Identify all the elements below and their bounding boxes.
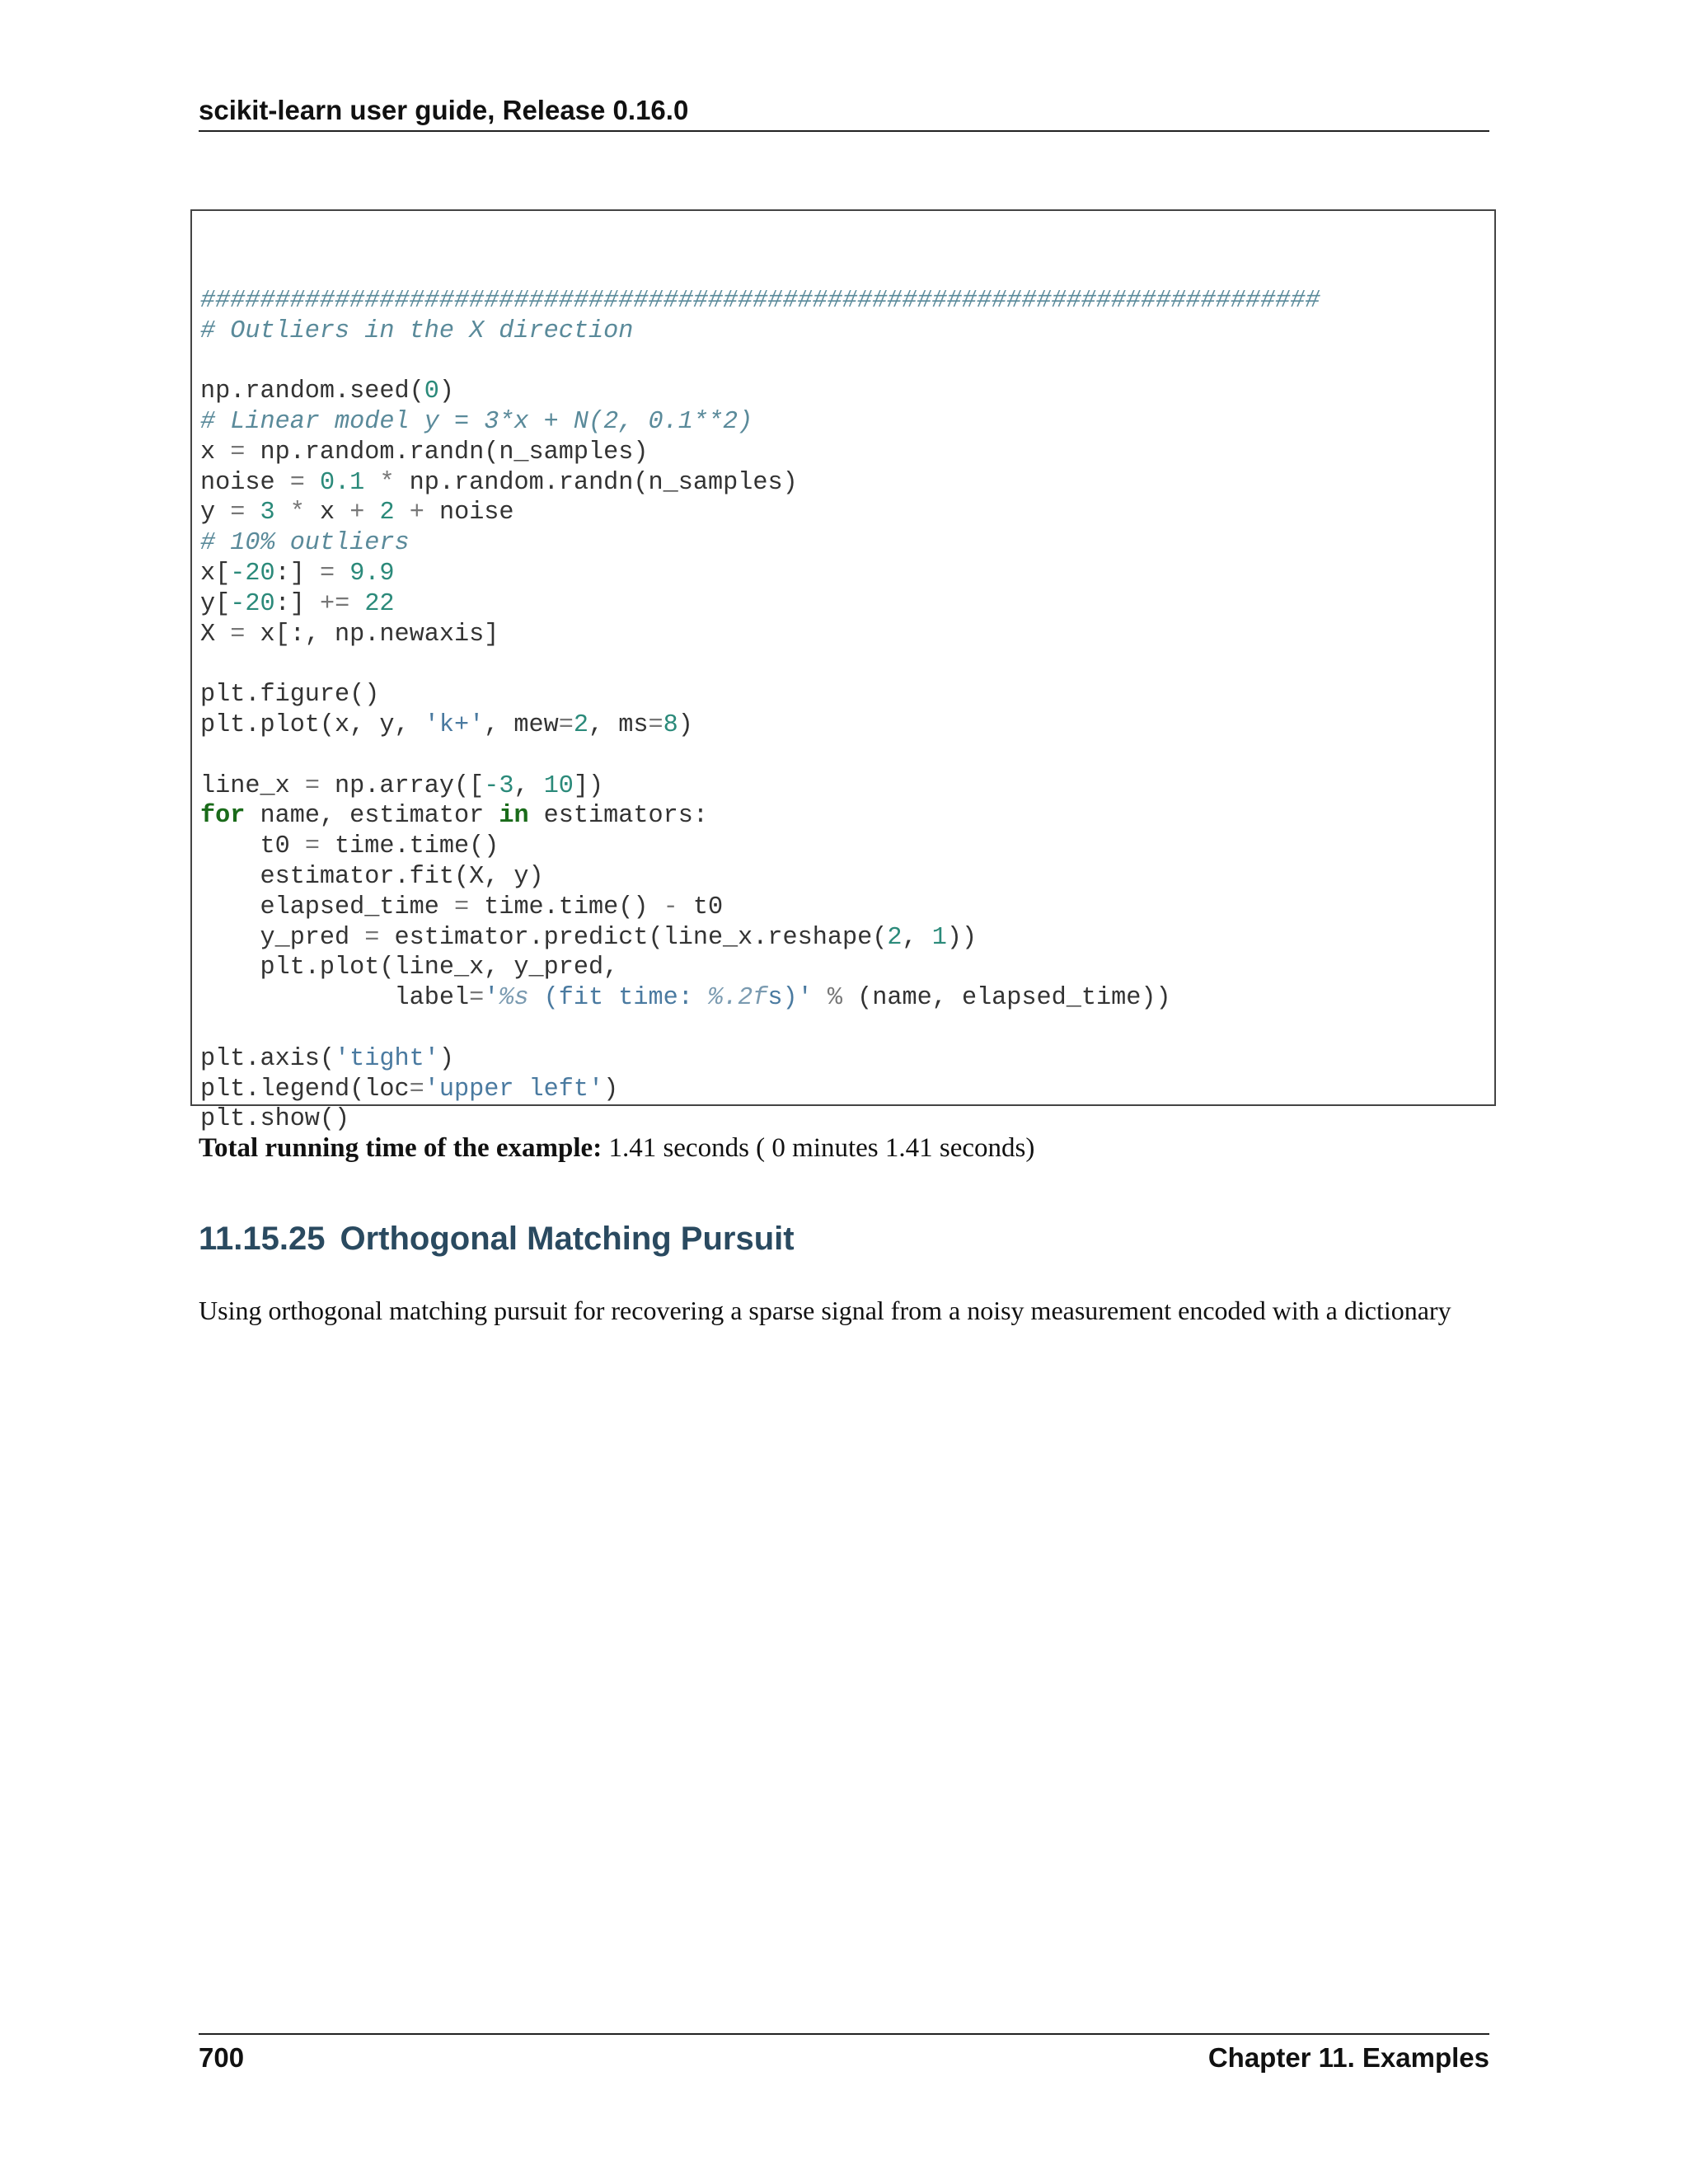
code-line bbox=[200, 832, 499, 860]
code-token: np.random.seed( bbox=[200, 377, 424, 406]
code-token: 2 bbox=[573, 710, 589, 739]
running-time-value: 1.41 seconds ( 0 minutes 1.41 seconds) bbox=[602, 1133, 1035, 1163]
code-token: = bbox=[648, 710, 663, 739]
code-token: % bbox=[827, 984, 843, 1013]
code-token: -3 bbox=[484, 771, 514, 800]
code-listing bbox=[200, 255, 1320, 1135]
code-token: (name, elapsed_time)) bbox=[842, 984, 1171, 1013]
code-token: = bbox=[409, 1075, 424, 1104]
code-line bbox=[200, 590, 395, 618]
page-number: 700 bbox=[199, 2042, 245, 2073]
header-divider bbox=[199, 130, 1489, 132]
code-token: elapsed_time bbox=[200, 893, 454, 921]
code-token: ) bbox=[438, 377, 454, 406]
code-token: 0 bbox=[424, 377, 439, 406]
code-token: t0 bbox=[678, 893, 724, 921]
running-header-title: scikit-learn user guide, Release 0.16.0 bbox=[199, 95, 689, 125]
code-token: ) bbox=[603, 1075, 619, 1104]
code-line bbox=[200, 711, 693, 739]
code-token: np.random.randn(n_samples) bbox=[394, 468, 798, 497]
code-token: 2 bbox=[379, 499, 395, 527]
code-line bbox=[200, 1045, 454, 1073]
code-token: 'upper left' bbox=[424, 1075, 604, 1104]
code-token: time.time() bbox=[469, 893, 663, 921]
code-token: , ms bbox=[588, 710, 649, 739]
code-line bbox=[200, 802, 708, 830]
code-block bbox=[190, 209, 1496, 1134]
code-token: # Outliers in the X direction bbox=[200, 316, 634, 345]
code-line bbox=[200, 287, 1320, 315]
code-token: for bbox=[200, 802, 246, 831]
code-token bbox=[813, 984, 828, 1012]
chapter-label: Chapter 11. Examples bbox=[1207, 2042, 1489, 2073]
code-token: = bbox=[230, 620, 246, 649]
code-token: :] bbox=[274, 559, 320, 588]
code-line bbox=[200, 681, 379, 709]
code-token: line_x bbox=[200, 771, 305, 800]
code-line bbox=[200, 438, 648, 466]
code-line bbox=[200, 863, 544, 891]
code-token: x[:, np.newaxis] bbox=[245, 620, 499, 649]
code-token: -20 bbox=[230, 589, 275, 618]
code-token bbox=[349, 590, 364, 618]
code-token: += bbox=[319, 589, 350, 618]
code-token: 9.9 bbox=[349, 559, 395, 588]
code-token: 0.1 bbox=[319, 468, 365, 497]
code-token: = bbox=[289, 468, 305, 497]
code-token: = bbox=[364, 923, 380, 952]
code-token: estimator.fit(X, y) bbox=[200, 862, 544, 891]
code-token: = bbox=[304, 832, 320, 861]
code-line bbox=[200, 954, 618, 982]
code-token: np.random.randn(n_samples) bbox=[245, 438, 649, 466]
code-token: s)' bbox=[767, 984, 813, 1013]
code-token: %.2f bbox=[707, 984, 768, 1013]
code-line bbox=[200, 317, 633, 345]
running-time-label: Total running time of the example: bbox=[199, 1133, 603, 1163]
code-token: name, estimator bbox=[245, 802, 499, 831]
code-token: ' bbox=[484, 984, 499, 1013]
code-token: plt.plot(x, y, bbox=[200, 710, 424, 739]
code-token bbox=[305, 469, 320, 497]
code-token: = bbox=[304, 771, 320, 800]
code-token: = bbox=[319, 559, 335, 588]
code-token: ]) bbox=[573, 771, 604, 800]
code-token: 22 bbox=[364, 589, 395, 618]
code-token: plt.axis( bbox=[200, 1044, 335, 1073]
code-token: = bbox=[453, 893, 470, 921]
code-token: noise bbox=[424, 499, 514, 527]
code-token: , bbox=[513, 771, 544, 800]
code-token: x bbox=[200, 438, 231, 466]
code-token: = bbox=[230, 438, 246, 466]
section-description: Using orthogonal matching pursuit for recovering a sparse signal from a noisy measurement encoded with a dictionary bbox=[199, 1296, 1451, 1325]
code-token: noise bbox=[200, 468, 290, 497]
code-token: + bbox=[409, 499, 424, 527]
code-token: plt.figure() bbox=[200, 681, 380, 710]
code-line bbox=[200, 377, 454, 405]
code-token: y[ bbox=[200, 589, 231, 618]
code-line bbox=[200, 499, 514, 527]
code-token: :] bbox=[274, 589, 320, 618]
code-token: y bbox=[200, 499, 231, 527]
code-token: label bbox=[200, 984, 470, 1013]
code-token: , bbox=[902, 923, 932, 952]
code-token: # Linear model y = 3*x + N(2, 0.1**2) bbox=[200, 407, 753, 436]
code-token: 10 bbox=[543, 771, 574, 800]
code-token: * bbox=[379, 468, 395, 497]
code-token: in bbox=[499, 802, 529, 831]
code-token: = bbox=[558, 710, 574, 739]
code-token: ########################################################################### bbox=[200, 286, 1320, 315]
code-token: + bbox=[349, 499, 365, 527]
code-token: = bbox=[230, 499, 246, 527]
section-title: Orthogonal Matching Pursuit bbox=[340, 1221, 795, 1257]
code-token: t0 bbox=[200, 832, 305, 861]
code-token: estimator.predict(line_x.reshape( bbox=[379, 923, 888, 952]
code-token bbox=[395, 499, 410, 527]
code-line bbox=[200, 408, 753, 436]
code-token bbox=[245, 499, 260, 527]
code-token: , mew bbox=[484, 710, 559, 739]
code-line bbox=[200, 469, 798, 497]
code-token: - bbox=[663, 893, 678, 921]
code-line bbox=[200, 984, 1171, 1012]
code-token: plt.show() bbox=[200, 1105, 350, 1134]
code-line bbox=[200, 621, 499, 649]
code-token bbox=[364, 499, 379, 527]
code-token: estimators: bbox=[528, 802, 708, 831]
code-line bbox=[200, 893, 723, 921]
code-token: 'k+' bbox=[424, 710, 485, 739]
code-line bbox=[200, 772, 603, 800]
code-line bbox=[200, 560, 395, 588]
code-token: = bbox=[469, 984, 485, 1013]
code-token: x[ bbox=[200, 559, 231, 588]
code-token: np.array([ bbox=[319, 771, 485, 800]
code-token: ) bbox=[438, 1044, 454, 1073]
code-token: * bbox=[289, 499, 305, 527]
code-token bbox=[364, 469, 379, 497]
code-token: plt.legend(loc bbox=[200, 1075, 410, 1104]
code-token: y_pred bbox=[200, 923, 365, 952]
code-line bbox=[200, 1105, 349, 1133]
code-token: )) bbox=[946, 923, 978, 952]
code-token: plt.plot(line_x, y_pred, bbox=[200, 954, 619, 982]
code-token: 8 bbox=[663, 710, 678, 739]
section-heading bbox=[199, 1218, 795, 1259]
code-token: # 10% outliers bbox=[200, 529, 410, 558]
code-token: x bbox=[304, 499, 350, 527]
code-token: 3 bbox=[260, 499, 275, 527]
code-token: %s bbox=[499, 984, 529, 1013]
code-token: 2 bbox=[887, 923, 903, 952]
section-number: 11.15.25 bbox=[199, 1221, 326, 1257]
running-time-note bbox=[199, 1132, 1034, 1165]
code-token: -20 bbox=[230, 559, 275, 588]
code-token: time.time() bbox=[319, 832, 499, 861]
code-token: 'tight' bbox=[335, 1044, 439, 1073]
code-token: X bbox=[200, 620, 231, 649]
code-line bbox=[200, 529, 410, 557]
code-line bbox=[200, 924, 977, 952]
code-token bbox=[275, 499, 290, 527]
footer-divider bbox=[199, 2033, 1489, 2035]
code-token: ) bbox=[678, 710, 693, 739]
code-token: (fit time: bbox=[528, 984, 708, 1013]
code-line bbox=[200, 1076, 618, 1104]
code-token bbox=[335, 560, 349, 588]
code-token: 1 bbox=[931, 923, 947, 952]
